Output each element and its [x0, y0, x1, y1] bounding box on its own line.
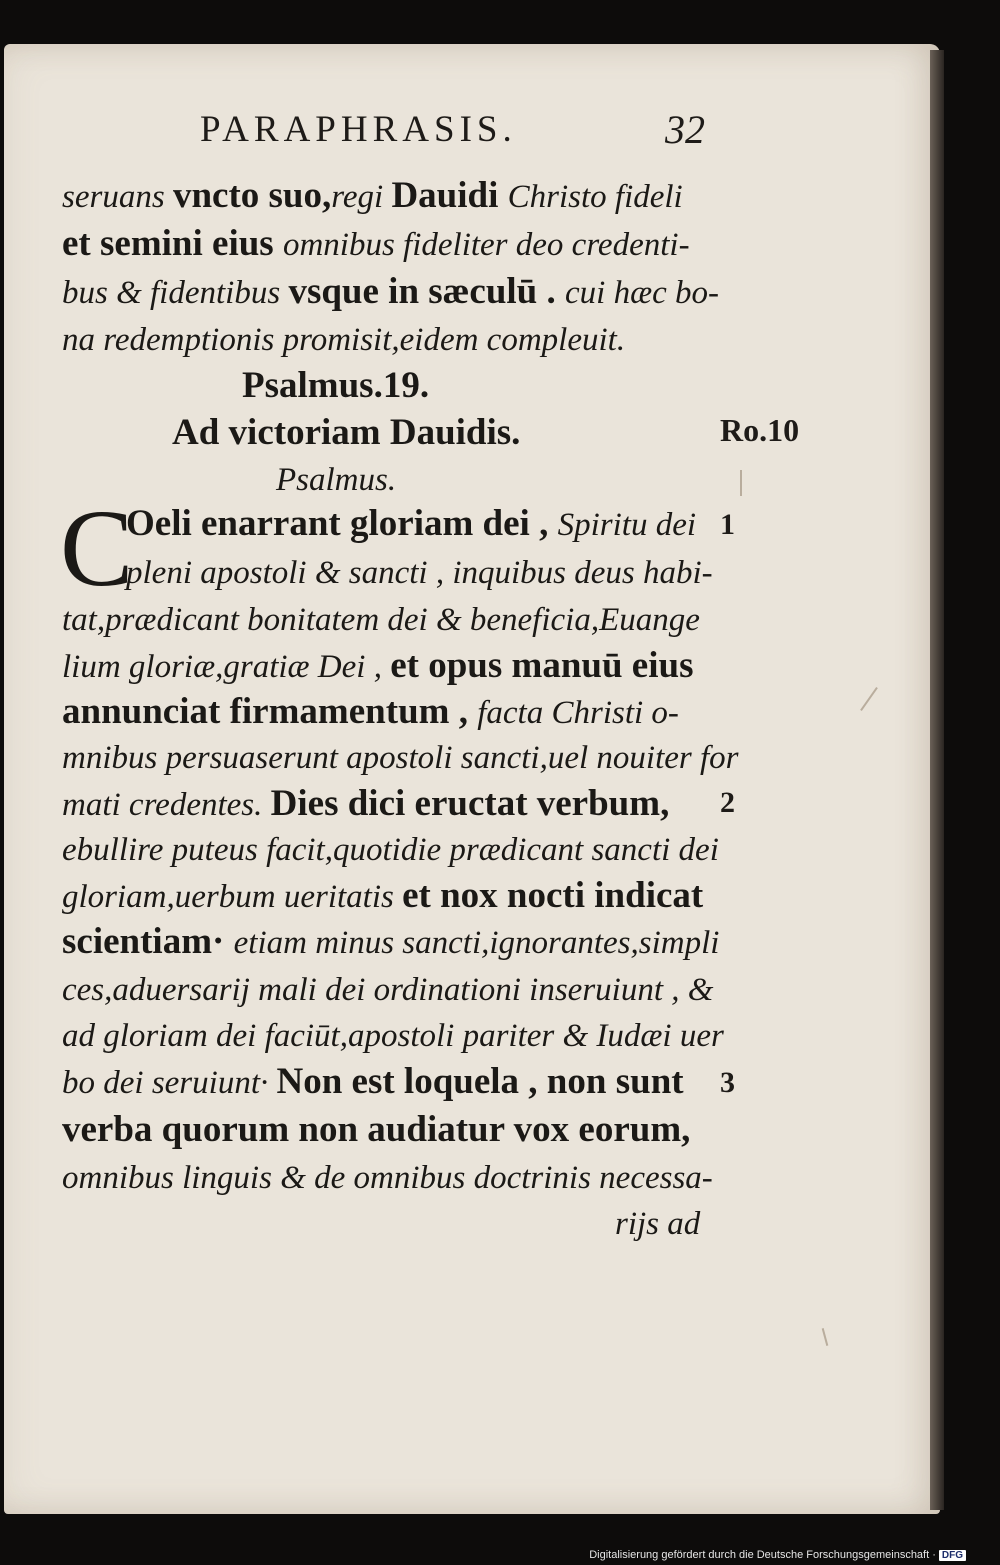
text-line [62, 692, 679, 733]
blackletter-segment: vsque in sæculū . [288, 271, 565, 312]
text-line [62, 830, 719, 870]
text-line [62, 224, 690, 265]
blackletter-segment: et semini eius [62, 223, 283, 264]
italic-segment: regi [331, 179, 392, 215]
italic-segment: cui hæc bo- [565, 275, 719, 311]
blackletter-segment: Non est loquela , non sunt [276, 1061, 684, 1102]
verse-number: 3 [720, 1066, 735, 1099]
pencil-mark [740, 470, 742, 496]
blackletter-segment: Ad victoriam Dauidis. [172, 412, 521, 453]
text-line [62, 646, 693, 687]
psalm-number [242, 366, 429, 406]
italic-segment: omnibus fideliter deo credenti- [282, 227, 690, 263]
italic-segment: facta Christi o- [477, 695, 679, 731]
text-line [126, 504, 696, 545]
blackletter-segment: Oeli enarrant gloriam dei , [126, 503, 558, 544]
running-head: PARAPHRASIS. [200, 109, 517, 150]
text-line [62, 876, 703, 917]
italic-segment: Spiritu dei [557, 507, 697, 543]
blackletter-segment: scientiam· [62, 921, 234, 962]
blackletter-segment: verba quorum non audiatur vox eorum, [62, 1109, 691, 1150]
text-line [62, 320, 625, 360]
psalm-label [276, 460, 396, 500]
italic-segment: bo dei seruiunt· [62, 1065, 277, 1101]
text-line [62, 176, 683, 217]
italic-segment: ebullire puteus facit,quotidie prædicant sancti dei [62, 832, 719, 868]
text-line [62, 970, 713, 1010]
italic-segment: bus & fidentibus [62, 275, 289, 311]
blackletter-segment: vncto suo, [172, 175, 332, 216]
text-line [126, 553, 713, 593]
blackletter-segment: Dies dici eructat verbum, [270, 783, 670, 824]
text-line [62, 1158, 713, 1198]
catchword [615, 1204, 700, 1244]
page-number: 32 [665, 107, 705, 152]
italic-segment: Christo fideli [507, 179, 683, 215]
text-line [62, 922, 719, 963]
italic-segment: mati credentes. [62, 787, 271, 823]
text-line [62, 272, 719, 313]
italic-segment: pleni apostoli & sancti , inquibus deus habi- [126, 555, 713, 591]
text-line [62, 1016, 724, 1056]
blackletter-segment: annunciat firmamentum , [62, 691, 478, 732]
blackletter-segment: Psalmus.19. [242, 365, 430, 406]
page-header [200, 108, 705, 154]
italic-segment: tat,prædicant bonitatem dei & beneficia,Euange [62, 602, 700, 638]
text-line [62, 1110, 690, 1151]
italic-segment: ces,aduersarij mali dei ordinationi inseruiunt , & [62, 972, 714, 1008]
verse-number: 1 [720, 508, 735, 541]
blackletter-segment: Dauidi [391, 175, 508, 216]
dfg-logo: DFG [939, 1550, 966, 1561]
credit-text: Digitalisierung gefördert durch die Deutsche Forschungsgemeinschaft · [589, 1549, 936, 1561]
italic-segment: etiam minus sancti,ignorantes,simpli [233, 925, 720, 961]
text-line [62, 1062, 684, 1103]
italic-segment: gloriam,uerbum ueritatis [62, 879, 403, 915]
initial-letter: C [60, 487, 134, 609]
blackletter-segment: et nox nocti indicat [402, 875, 704, 916]
italic-segment: ad gloriam dei faciūt,apostoli pariter & Iudæi uer [62, 1018, 724, 1054]
text-line [62, 784, 669, 825]
verse-number: 2 [720, 786, 735, 819]
blackletter-segment: et opus manuū eius [390, 645, 694, 686]
italic-segment: lium gloriæ,gratiæ Dei , [62, 649, 391, 685]
margin-reference: Ro.10 [720, 412, 800, 448]
italic-segment: mnibus persuaserunt apostoli sancti,uel nouiter for [62, 740, 739, 776]
text-line [62, 600, 700, 640]
digitization-credit [589, 1549, 966, 1561]
italic-segment: seruans [62, 179, 173, 215]
book-spine [930, 50, 944, 1510]
psalm-title [172, 412, 520, 453]
text-line [62, 738, 739, 778]
italic-segment: Psalmus. [276, 462, 397, 498]
italic-segment: omnibus linguis & de omnibus doctrinis necessa- [62, 1160, 713, 1196]
italic-segment: na redemptionis promisit,eidem compleuit. [62, 322, 626, 358]
italic-segment: rijs ad [615, 1206, 701, 1242]
